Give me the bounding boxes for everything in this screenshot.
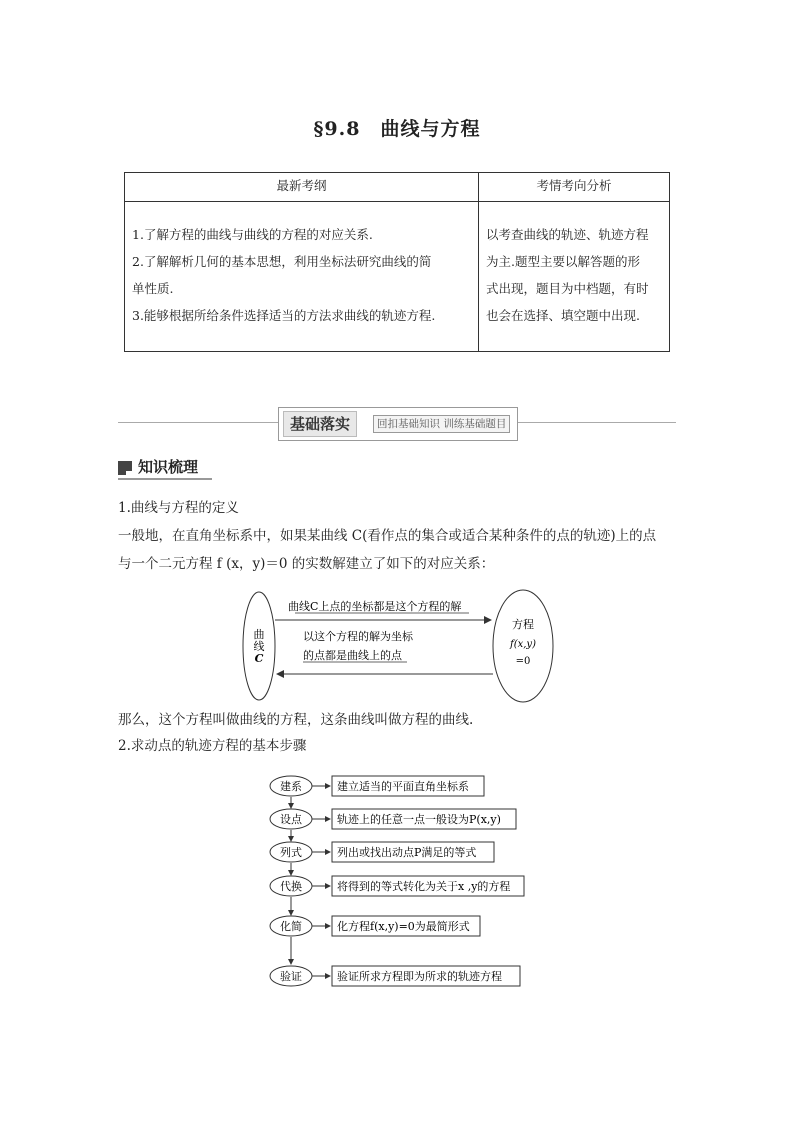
step-desc: 轨迹上的任意一点一般设为P(x,y) [337,813,501,826]
curve-label-2: 线 [253,640,265,653]
step-desc: 列出或找出动点P满足的等式 [337,846,477,859]
top-arrow-text: 曲线C上点的坐标都是这个方程的解 [288,600,462,613]
bottom-text-2: 的点都是曲线上的点 [303,649,402,662]
part1-heading: 1.曲线与方程的定义 [118,500,239,516]
equation-label-3: =0 [515,656,531,667]
curve-label-1: 曲 [253,628,265,641]
equation-label-2: f(x,y) [510,639,536,650]
part2-heading: 2.求动点的轨迹方程的基本步骤 [118,738,307,754]
banner-title: 基础落实 [283,411,357,437]
analysis-line: 也会在选择、填空题中出现. [486,308,640,323]
bottom-text-1: 以这个方程的解为坐标 [303,630,413,643]
banner-subtitle: 回扣基础知识 训练基础题目 [373,415,510,433]
step-label: 建系 [280,780,302,793]
step-desc: 化方程f(x,y)=0为最简形式 [337,920,470,933]
analysis-line: 式出现，题目为中档题，有时 [486,281,649,296]
curve-label-3: C [254,652,264,665]
outline-line: 1.了解方程的曲线与曲线的方程的对应关系. [132,227,373,242]
banner-divider-left [118,422,278,423]
equation-label-1: 方程 [512,618,534,631]
section-heading [118,457,212,479]
page-title: §9.8 曲线与方程 [313,118,481,140]
outline-line: 2.了解解析几何的基本思想，利用坐标法研究曲线的简 [132,254,432,269]
step-desc: 将得到的等式转化为关于x ,y的方程 [337,880,511,893]
syllabus-header-analysis: 考情考向分析 [479,173,670,202]
definition-line-2: 与一个二元方程 f (x，y)＝0 的实数解建立了如下的对应关系： [118,556,495,572]
step-desc: 建立适当的平面直角坐标系 [337,780,469,793]
step-label: 代换 [280,880,302,893]
step-desc: 验证所求方程即为所求的轨迹方程 [337,970,502,983]
step-label: 设点 [280,813,302,826]
square-bullet-icon [118,461,132,475]
syllabus-outline-cell [125,202,479,352]
analysis-line: 为主.题型主要以解答题的形 [486,254,640,269]
outline-line: 3.能够根据所给条件选择适当的方法求曲线的轨迹方程. [132,308,436,323]
section-banner [278,407,518,441]
correspondence-diagram [235,588,555,706]
syllabus-header-outline: 最新考纲 [125,173,479,202]
syllabus-analysis-cell [479,202,670,352]
steps-flowchart [260,770,540,992]
conclusion-text: 那么，这个方程叫做曲线的方程，这条曲线叫做方程的曲线. [118,712,474,728]
step-label: 化简 [280,920,302,933]
banner-divider-right [516,422,676,423]
section-underline [118,478,212,480]
definition-line-1: 一般地，在直角坐标系中，如果某曲线 C(看作点的集合或适合某种条件的点的轨迹)上的点 [118,528,657,544]
analysis-line: 以考查曲线的轨迹、轨迹方程 [486,227,649,242]
syllabus-table [124,172,670,352]
step-label: 列式 [280,846,302,859]
outline-line: 单性质. [132,281,174,296]
section-title: 知识梳理 [138,458,199,476]
step-label: 验证 [280,970,302,983]
